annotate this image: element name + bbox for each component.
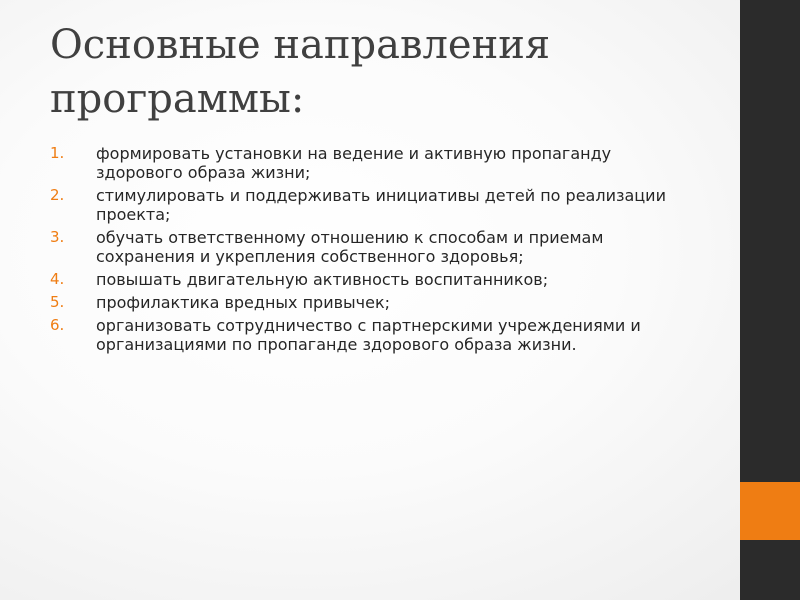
list-item-number: 6. <box>50 316 65 334</box>
list-item <box>50 144 670 182</box>
list-item <box>50 316 670 354</box>
list-item-number: 2. <box>50 186 65 204</box>
slide-title <box>50 18 730 126</box>
list-item-number: 4. <box>50 270 65 288</box>
list-item-text: обучать ответственному отношению к способам и приемам сохранения и укрепления собственного здоровья; <box>96 228 604 266</box>
list-item-text: формировать установки на ведение и активную пропаганду здорового образа жизни; <box>96 144 612 182</box>
list-item <box>50 270 670 289</box>
list-item <box>50 293 670 312</box>
list-item-text: стимулировать и поддерживать инициативы детей по реализации проекта; <box>96 186 666 224</box>
list-item-text: организовать сотрудничество с партнерскими учреждениями и организациями по пропаганде здорового образа жизни. <box>96 316 641 354</box>
sidebar-accent-block <box>740 482 800 540</box>
list-item-number: 3. <box>50 228 65 246</box>
sidebar-decoration <box>740 0 800 600</box>
list-item <box>50 186 670 224</box>
list-item <box>50 228 670 266</box>
program-directions-list <box>50 144 670 358</box>
list-item-number: 1. <box>50 144 65 162</box>
title-line-1: Основные направления <box>50 22 551 68</box>
list-item-text: повышать двигательную активность воспитанников; <box>96 270 549 289</box>
title-line-2: программы: <box>50 76 305 122</box>
list-item-text: профилактика вредных привычек; <box>96 293 391 312</box>
list-item-number: 5. <box>50 293 65 311</box>
